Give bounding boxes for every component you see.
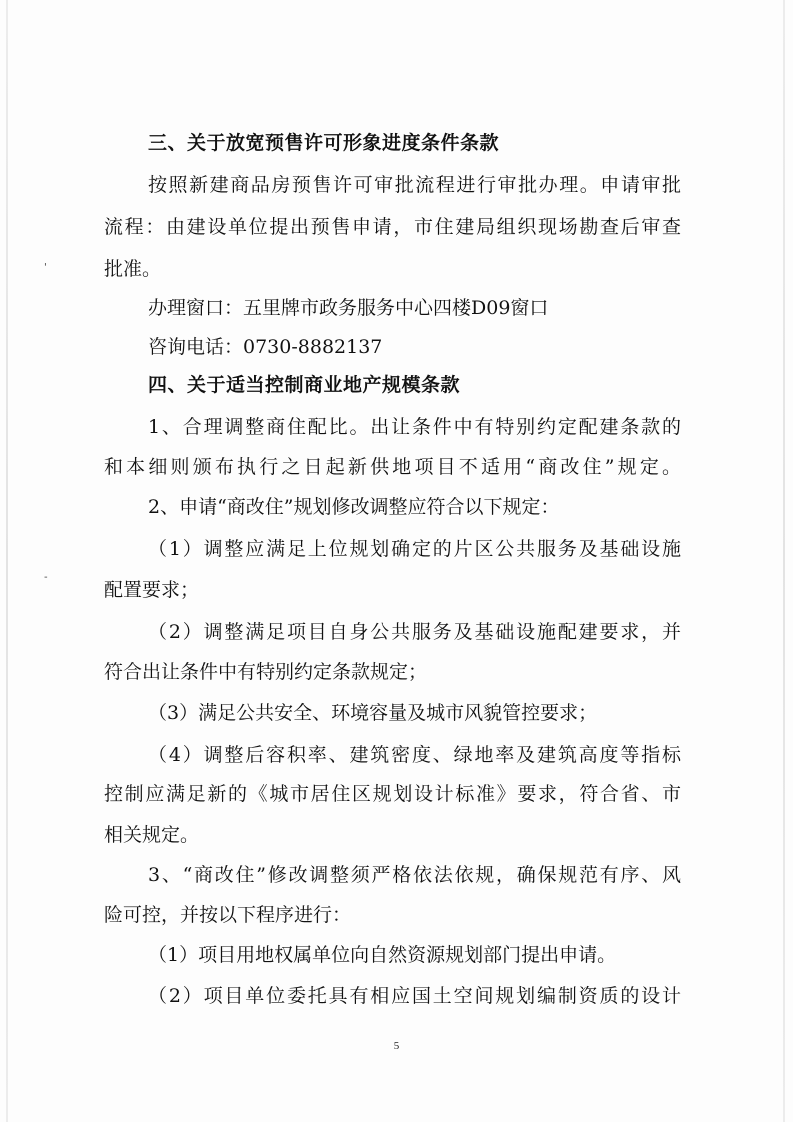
paragraph-line: （2）调整满足项目自身公共服务及基础设施配建要求，并 — [148, 621, 681, 643]
section-heading-3: 三、关于放宽预售许可形象进度条件条款 — [148, 132, 500, 154]
paragraph-line: 险可控，并按以下程序进行： — [104, 904, 352, 926]
phone-line: 咨询电话：0730-8882137 — [148, 336, 383, 358]
margin-mark: - — [44, 572, 48, 583]
paragraph-line: 3、“商改住”修改调整须严格依法依规，确保规范有序、风 — [148, 864, 681, 886]
paragraph-line: 1、合理调整商住配比。出让条件中有特别约定配建条款的 — [148, 416, 681, 438]
margin-mark: ' — [44, 262, 47, 273]
paragraph-line: （1）调整应满足上位规划确定的片区公共服务及基础设施 — [148, 538, 681, 560]
paragraph-line: 2、申请“商改住”规划修改调整应符合以下规定： — [148, 496, 560, 518]
paragraph-line: 控制应满足新的《城市居住区规划设计标准》要求，符合省、市 — [104, 783, 681, 805]
paragraph-line: 流程：由建设单位提出预售申请，市住建局组织现场勘查后审查 — [104, 216, 681, 238]
paragraph-line: 符合出让条件中有特别约定条款规定； — [104, 661, 428, 683]
paragraph-line: （4）调整后容积率、建筑密度、绿地率及建筑高度等指标 — [148, 744, 681, 766]
paragraph-line: 批准。 — [104, 258, 162, 280]
paragraph-line: 和本细则颁布执行之日起新供地项目不适用“商改住”规定。 — [104, 456, 681, 478]
section-heading-4: 四、关于适当控制商业地产规模条款 — [148, 374, 461, 396]
scan-edge-left — [6, 0, 8, 1122]
scan-edge-right — [783, 0, 785, 1122]
office-window-line: 办理窗口：五里牌市政务服务中心四楼D09窗口 — [148, 297, 549, 319]
paragraph-line: （1）项目用地权属单位向自然资源规划部门提出申请。 — [148, 944, 617, 966]
paragraph-line: （2）项目单位委托具有相应国土空间规划编制资质的设计 — [148, 985, 681, 1007]
paragraph-line: 相关规定。 — [104, 824, 200, 846]
paragraph-line: （3）满足公共安全、环境容量及城市风貌管控要求； — [148, 702, 598, 724]
paragraph-line: 配置要求； — [104, 579, 200, 601]
paragraph-line: 按照新建商品房预售许可审批流程进行审批办理。申请审批 — [148, 174, 681, 196]
page-number: 5 — [393, 1040, 400, 1052]
